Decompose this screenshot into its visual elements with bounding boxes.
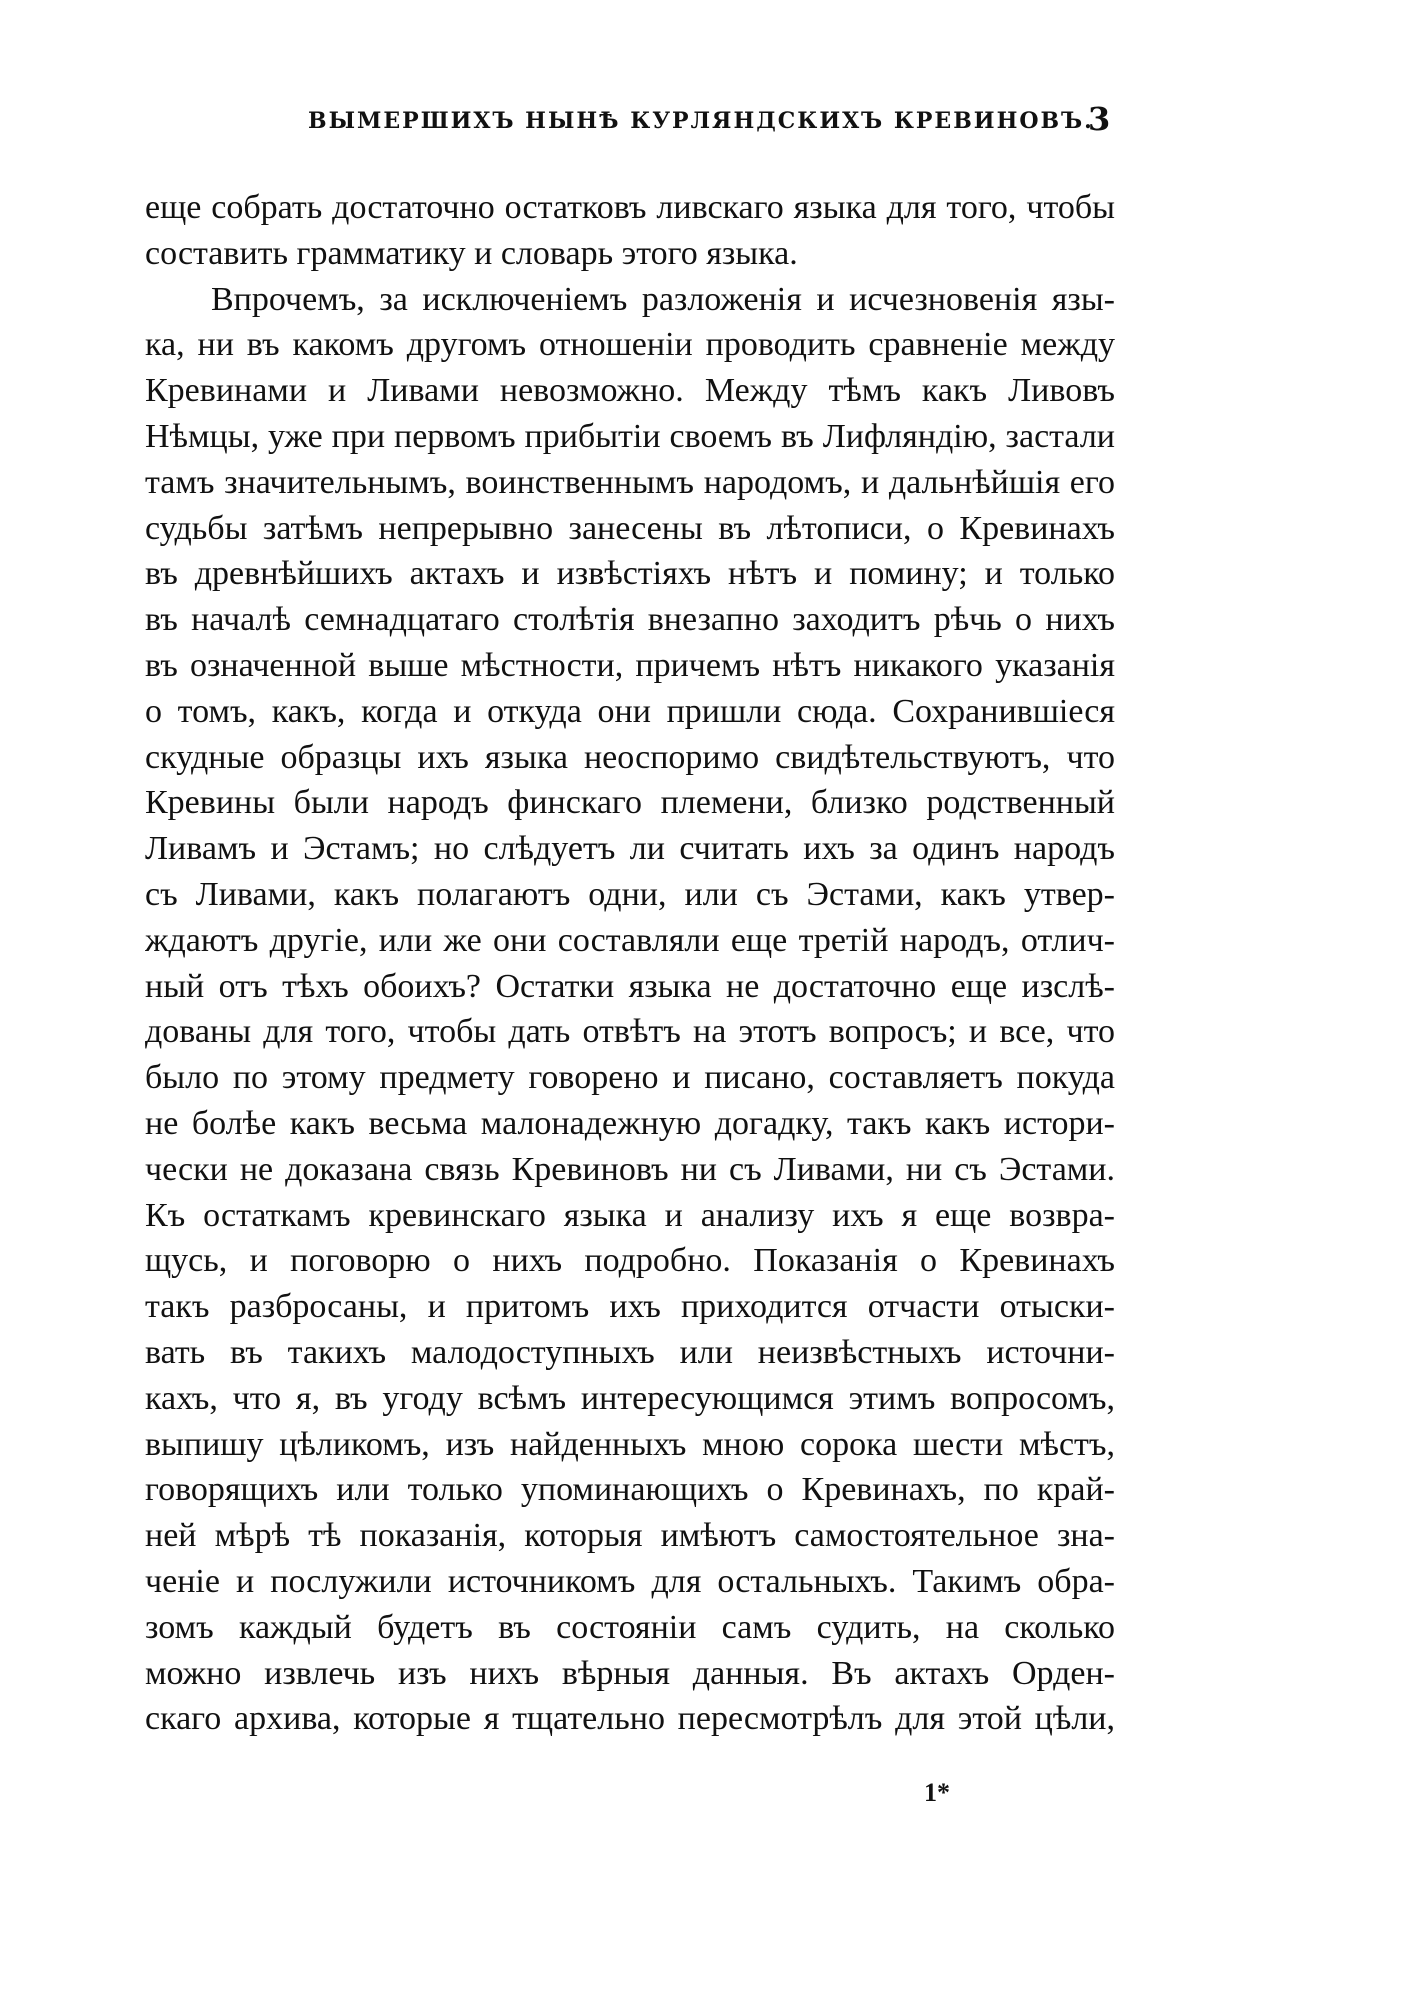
text-line: еще собрать достаточно остатковъ ливскаго языка для того, чтобы bbox=[145, 189, 1115, 226]
text-line: въ древнѣйшихъ актахъ и извѣстіяхъ нѣтъ и помину; и только bbox=[145, 555, 1115, 593]
text-line: такъ разбросаны, и притомъ ихъ приходится отчасти отыски- bbox=[145, 1288, 1115, 1326]
body-text bbox=[145, 185, 1115, 1742]
text-line: скаго архива, которые я тщательно пересмотрѣлъ для этой цѣли, bbox=[145, 1700, 1115, 1738]
text-line: скудные образцы ихъ языка неоспоримо свидѣтельствуютъ, что bbox=[145, 738, 1115, 776]
text-line: можно извлечь изъ нихъ вѣрныя данныя. Въ актахъ Орден- bbox=[145, 1654, 1115, 1692]
text-line: щусь, и поговорю о нихъ подробно. Показанія о Кревинахъ bbox=[145, 1242, 1115, 1280]
text-line: въ началѣ семнадцатаго столѣтія внезапно заходитъ рѣчь о нихъ bbox=[145, 601, 1115, 639]
page-number: 3 bbox=[1088, 100, 1111, 138]
text-line: въ означенной выше мѣстности, причемъ нѣтъ никакого указанія bbox=[145, 646, 1115, 684]
text-line: съ Ливами, какъ полагаютъ одни, или съ Эстами, какъ утвер- bbox=[145, 875, 1115, 913]
text-line: ный отъ тѣхъ обоихъ? Остатки языка не достаточно еще изслѣ- bbox=[145, 967, 1115, 1005]
text-line: чески не доказана связь Кревиновъ ни съ Ливами, ни съ Эстами. bbox=[145, 1150, 1115, 1188]
text-line: ченіе и послужили источникомъ для остальныхъ. Такимъ обра- bbox=[145, 1562, 1115, 1600]
text-line: о томъ, какъ, когда и откуда они пришли сюда. Сохранившіеся bbox=[145, 692, 1115, 730]
text-line: судьбы затѣмъ непрерывно занесены въ лѣтописи, о Кревинахъ bbox=[145, 509, 1115, 547]
text-line: зомъ каждый будетъ въ состояніи самъ судить, на сколько bbox=[145, 1608, 1115, 1646]
text-line: было по этому предмету говорено и писано, составляетъ покуда bbox=[145, 1059, 1115, 1097]
text-line: вать въ такихъ малодоступныхъ или неизвѣстныхъ источни- bbox=[145, 1333, 1115, 1371]
text-line: кахъ, что я, въ угоду всѣмъ интересующимся этимъ вопросомъ, bbox=[145, 1379, 1115, 1417]
text-line: дованы для того, чтобы дать отвѣтъ на этотъ вопросъ; и все, что bbox=[145, 1013, 1115, 1051]
text-line: Кревинами и Ливами невозможно. Между тѣмъ какъ Ливовъ bbox=[145, 372, 1115, 410]
text-line: ждаютъ другіе, или же они составляли еще третій народъ, отлич- bbox=[145, 921, 1115, 959]
text-line: Ливамъ и Эстамъ; но слѣдуетъ ли считать ихъ за одинъ народъ bbox=[145, 830, 1115, 868]
text-line: Къ остаткамъ кревинскаго языка и анализу ихъ я еще возвра- bbox=[145, 1196, 1115, 1234]
text-line: говорящихъ или только упоминающихъ о Кревинахъ, по край- bbox=[145, 1471, 1115, 1509]
text-line: тамъ значительнымъ, воинственнымъ народомъ, и дальнѣйшія его bbox=[145, 463, 1115, 501]
text-line: Кревины были народъ финскаго племени, близко родственный bbox=[145, 784, 1115, 822]
text-line: не болѣе какъ весьма малонадежную догадку, такъ какъ истори- bbox=[145, 1104, 1115, 1142]
text-line: Впрочемъ, за исключеніемъ разложенія и исчезновенія язы- bbox=[211, 280, 1115, 318]
text-line: составить грамматику и словарь этого языка. bbox=[145, 234, 798, 272]
running-title: ВЫМЕРШИХЪ НЫНѢ КУРЛЯНДСКИХЪ КРЕВИНОВЪ. bbox=[308, 108, 1094, 134]
text-line: ней мѣрѣ тѣ показанія, которыя имѣютъ самостоятельное зна- bbox=[145, 1517, 1115, 1555]
text-line: ка, ни въ какомъ другомъ отношеніи проводить сравненіе между bbox=[145, 326, 1115, 364]
text-line: выпишу цѣликомъ, изъ найденныхъ мною сорока шести мѣстъ, bbox=[145, 1425, 1115, 1463]
signature-mark: 1* bbox=[924, 1778, 950, 1807]
text-line: Нѣмцы, уже при первомъ прибытіи своемъ въ Лифляндію, застали bbox=[145, 417, 1115, 455]
